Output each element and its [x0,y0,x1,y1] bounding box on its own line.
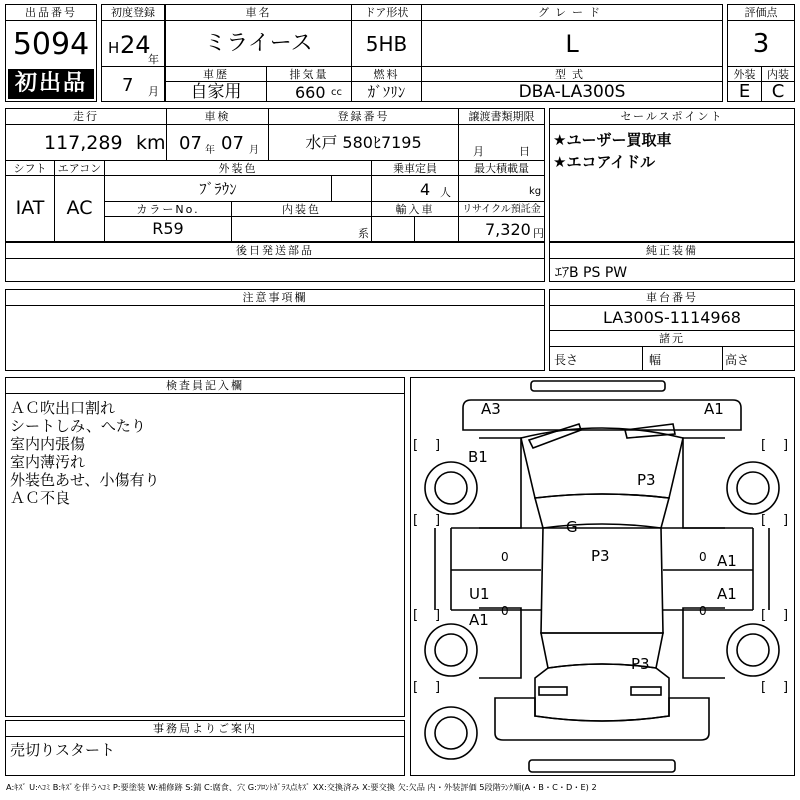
right-mirror-bracket: [ [761,438,767,453]
right-side-bracket-close: ] [783,513,789,528]
score-value: 3 [752,29,770,59]
aircon-value: AC [54,176,104,241]
recycle-value: 7,320 [485,220,531,239]
damage-mark-p3-hood: P3 [637,471,656,489]
inspector-note-2: シートしみ、へたり [10,417,146,435]
left-rear-bracket-close: ] [435,608,441,623]
color-no-label: カラーNo. [104,201,231,217]
left-mirror-bracket: [ [413,438,419,453]
right-rear-door-handle-mark: 0 [699,604,707,618]
fuel-value: ｶﾞｿﾘﾝ [351,82,421,102]
lot-number: 5094 [12,27,90,62]
ext-grade-label: 外装 [728,66,761,82]
history-label: 車歴 [166,66,266,82]
car-name-label: 車名 [166,5,351,21]
dims-label: 諸元 [550,330,794,347]
equipment-label: 純正装備 [550,243,794,259]
chassis-label: 車台番号 [550,290,794,306]
sales-points-label: セールスポイント [550,109,794,125]
damage-mark-u1-left-rear-door: U1 [469,585,490,603]
right-bottom-bracket-close: ] [783,680,789,695]
damage-mark-g-windshield: G [566,518,578,536]
recycle-label: リサイクル預託金 [458,201,544,217]
color-no-value: R59 [104,217,231,241]
inspection-year-unit: 年 [205,145,215,156]
reg-year-unit: 年 [148,53,159,66]
inspector-label: 検査員記入欄 [6,378,404,394]
sales-points-box [549,108,795,242]
inspection-year: 07 [179,133,202,154]
load-unit: kg [529,186,542,197]
damage-mark-a1-right-front-door: A1 [717,552,737,570]
displacement-label: 排気量 [266,66,351,82]
history-value: 自家用 [190,82,242,102]
dims-length-label: 長さ [554,353,579,367]
door-label: ドア形状 [351,5,421,21]
capacity-unit: 人 [440,186,451,199]
sales-point-2: ★エコアイドル [553,153,656,171]
score-box [727,4,795,102]
capacity-label: 乗車定員 [371,160,458,176]
plate-value: 水戸 580ﾋ7195 [268,125,458,161]
door-value: 5HB [351,21,421,67]
damage-mark-p3-roof: P3 [591,547,610,565]
first-registration-label: 初度登録 [102,5,164,21]
right-mirror-bracket-close: ] [783,438,789,453]
equipment-box [549,242,795,282]
ext-color-label: 外装色 [104,160,371,176]
fuel-label: 燃料 [351,66,421,82]
transfer-month-unit: 月 [473,145,484,158]
plate-label: 登録番号 [268,109,458,125]
transfer-day-unit: 日 [519,145,530,158]
right-rear-bracket: [ [761,608,767,623]
office-value: 売切りスタート [10,741,116,759]
reg-month: 7 [122,75,134,96]
inspector-note-5: 外装色あせ、小傷有り [10,471,160,489]
damage-mark-a1-left-rear-door: A1 [469,611,489,629]
left-side-bracket: [ [413,513,419,528]
car-name-value: ミライース [204,31,313,56]
left-rear-door-handle-mark: 0 [501,604,509,618]
car-diagram [410,377,795,776]
damage-mark-p3-trunk: P3 [631,655,650,673]
left-bottom-bracket-close: ] [435,680,441,695]
office-label: 事務局よりご案内 [6,721,404,737]
grade-value: L [421,21,722,67]
dims-width-label: 幅 [649,353,662,367]
recycle-unit: 円 [533,227,544,240]
reg-month-unit: 月 [148,85,159,98]
reg-year: 24 [120,31,151,59]
left-side-bracket-close: ] [435,513,441,528]
mileage-label: 走行 [6,109,166,125]
inspector-note-3: 室内内張傷 [10,435,86,453]
details-grid [5,108,545,242]
inspector-note-1: ＡＣ吹出口割れ [10,399,116,417]
inspection-month-unit: 月 [249,145,259,156]
office-notice-box [5,720,405,776]
right-side-bracket: [ [761,513,767,528]
lot-label: 出品番号 [6,5,96,21]
mileage-unit: km [136,132,166,154]
reg-era: H [108,39,120,57]
right-bottom-bracket: [ [761,680,767,695]
int-color-unit: 系 [358,227,369,240]
int-grade-label: 内装 [761,66,794,82]
aircon-label: エアコン [54,160,104,176]
lot-box [5,4,97,102]
car-outline [411,378,794,775]
right-door-handle-mark: 0 [699,550,707,564]
right-rear-bracket-close: ] [783,608,789,623]
ext-grade-value: E [738,82,751,102]
score-label: 評価点 [728,5,794,21]
shift-label: シフト [6,160,54,176]
sales-point-1: ★ユーザー買取車 [553,131,672,149]
chassis-value: LA300S-1114968 [603,308,741,327]
shift-value: IAT [15,197,45,219]
load-label: 最大積載量 [458,160,544,176]
caution-box [5,289,545,371]
int-color-label: 内装色 [231,201,371,217]
transfer-label: 譲渡書類期限 [458,109,544,125]
model-label: 型式 [421,66,722,82]
later-parts-label: 後日発送部品 [6,243,544,259]
left-mirror-bracket-close: ] [435,438,441,453]
inspection-month: 07 [221,133,244,154]
inspector-notes-box [5,377,405,717]
displacement-value: 660 [295,83,326,102]
vehicle-info-grid [165,4,723,102]
caution-label: 注意事項欄 [6,290,544,306]
left-rear-bracket: [ [413,608,419,623]
damage-mark-b1-left-fender: B1 [468,448,488,466]
damage-mark-a3-front-left: A3 [481,400,501,418]
dims-height-label: 高さ [725,353,750,367]
ext-color-value: ﾌﾞﾗｳﾝ [104,176,331,202]
inspector-note-4: 室内薄汚れ [10,453,86,471]
equipment-value: ｴｱB PS PW [555,265,628,281]
chassis-box [549,289,795,371]
import-label: 輸入車 [371,201,458,217]
first-registration-box [101,4,165,102]
damage-mark-a1-right-rear-door: A1 [717,585,737,603]
left-door-handle-mark: 0 [501,550,509,564]
grade-label: グレード [421,5,722,21]
damage-legend: A:ｷｽﾞ U:ﾍｺﾐ B:ｷｽﾞを伴うﾍｺﾐ P:要塗装 W:補修跡 S:錆 C:腐食、穴 G:ﾌﾛﾝﾄｶﾞﾗｽ点ｷｽﾞ XX:交換済み X:要交換 欠:欠品 内・外装評価 5段階ﾗﾝｸ順(A・B・C・D・E) 2 [6,782,597,792]
damage-mark-a1-front-right: A1 [704,400,724,418]
later-parts-box [5,242,545,282]
int-grade-value: C [761,82,794,102]
first-listing-badge: 初出品 [8,69,94,99]
mileage-value: 117,289 [44,132,123,154]
displacement-unit: cc [331,87,342,98]
inspector-note-6: ＡＣ不良 [10,489,71,507]
capacity-value: 4 [420,180,431,199]
inspection-label: 車検 [166,109,268,125]
left-bottom-bracket: [ [413,680,419,695]
model-value: DBA-LA300S [421,82,722,102]
